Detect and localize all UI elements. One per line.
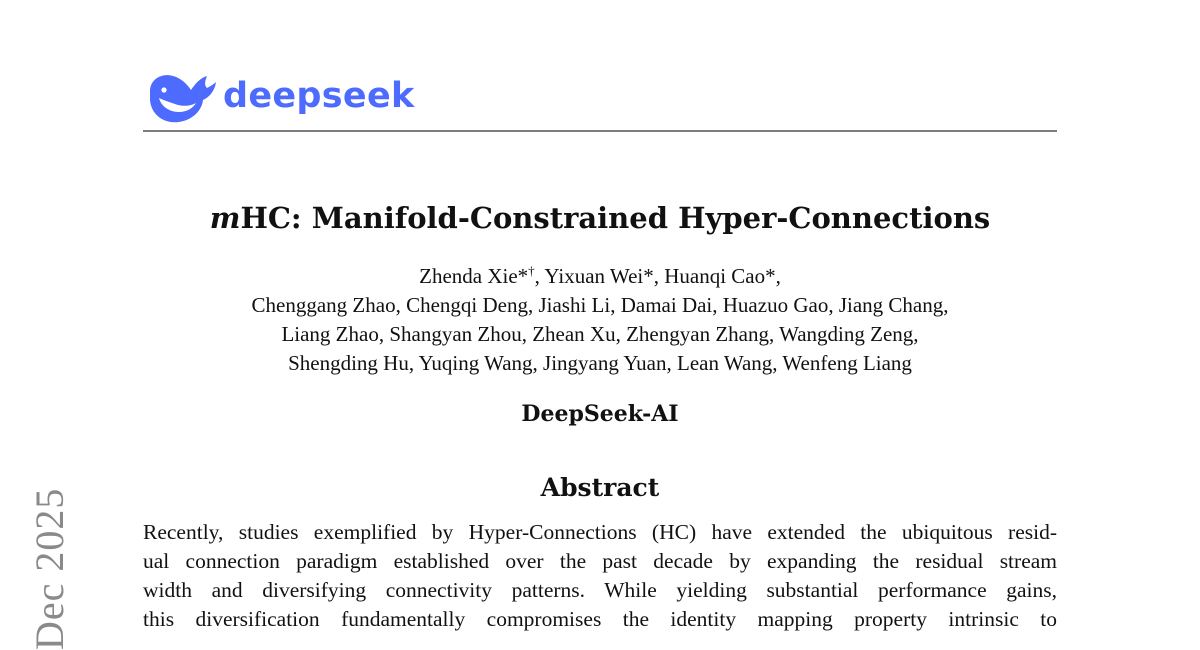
whale-icon bbox=[147, 70, 217, 124]
deepseek-logo bbox=[147, 70, 415, 124]
abstract-line: this diversification fundamentally compromises the identity mapping property intrinsic to bbox=[143, 607, 1057, 631]
author-line: Liang Zhao, Shangyan Zhou, Zhean Xu, Zhengyan Zhang, Wangding Zeng, bbox=[281, 322, 919, 346]
paper-title bbox=[0, 198, 1200, 238]
abstract-heading: Abstract bbox=[540, 473, 660, 502]
author-line bbox=[0, 262, 1200, 291]
author-list bbox=[0, 262, 1200, 378]
arxiv-margin-stamp: Dec 2025 bbox=[27, 487, 72, 650]
abstract-line: Recently, studies exemplified by Hyper-Connections (HC) have extended the ubiquitous resid- bbox=[143, 520, 1057, 544]
abstract-line: ual connection paradigm established over the past decade by expanding the residual stream bbox=[143, 549, 1057, 573]
abstract-line: width and diversifying connectivity patterns. While yielding substantial performance gains, bbox=[143, 578, 1057, 602]
author-footnote-mark: † bbox=[528, 263, 535, 278]
title-prefix: m bbox=[209, 201, 241, 235]
author-line-tail: , Yixuan Wei*, Huanqi Cao*, bbox=[534, 264, 781, 288]
header-divider bbox=[143, 130, 1057, 132]
brand-name: deepseek bbox=[223, 76, 415, 116]
author-line: Shengding Hu, Yuqing Wang, Jingyang Yuan, Lean Wang, Wenfeng Liang bbox=[288, 351, 912, 375]
title-rest: HC: Manifold-Constrained Hyper-Connections bbox=[240, 201, 991, 235]
abstract-body bbox=[143, 518, 1057, 634]
affiliation: DeepSeek-AI bbox=[521, 401, 679, 427]
author-line: Chenggang Zhao, Chengqi Deng, Jiashi Li, Damai Dai, Huazuo Gao, Jiang Chang, bbox=[251, 293, 949, 317]
author-line-text: Zhenda Xie* bbox=[419, 264, 529, 288]
